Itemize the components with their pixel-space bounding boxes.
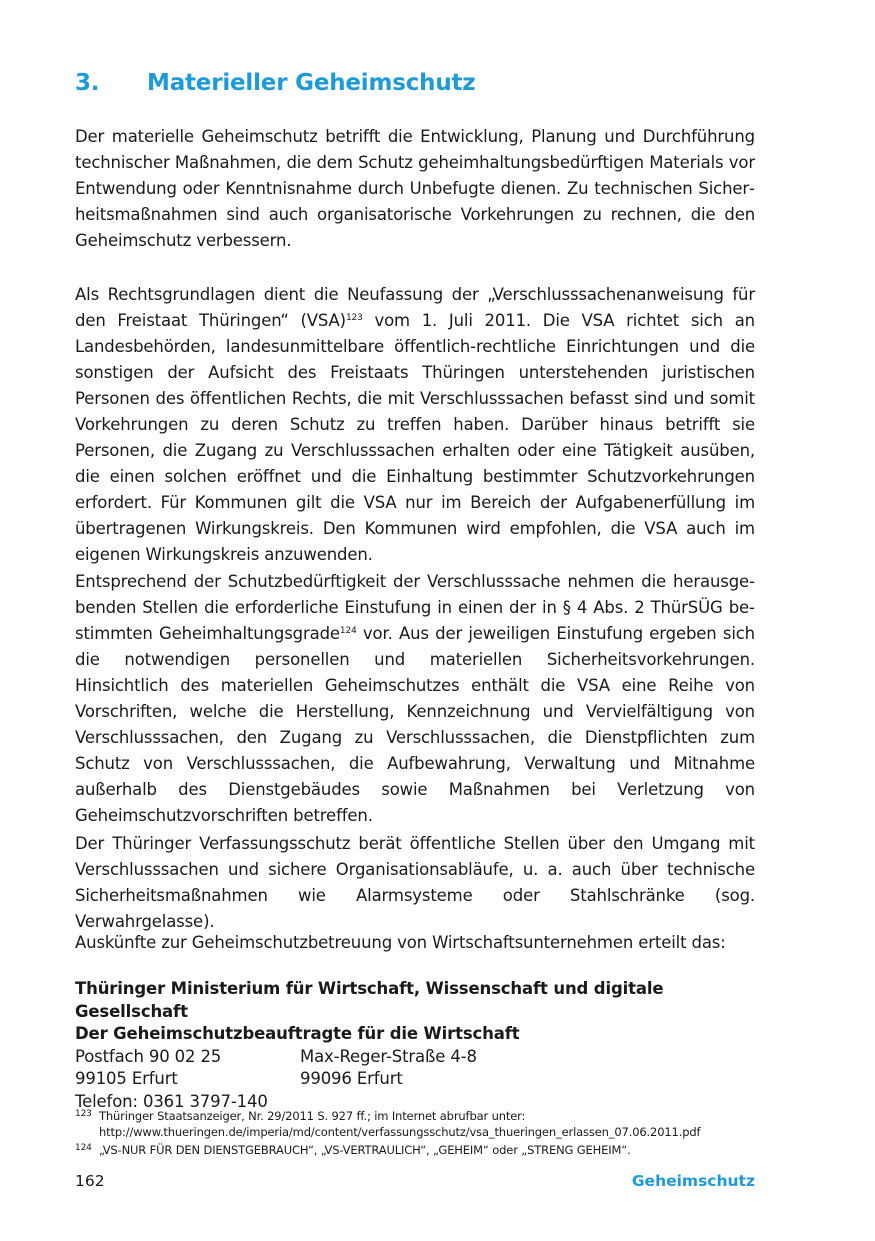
footnote-text: „VS-NUR FÜR DEN DIENSTGEBRAUCH“, „VS-VERTRAULICH“, „GEHEIM“ oder „STRENG GEHEIM“.	[99, 1143, 631, 1157]
paragraph-legal-basis-part2: vom 1. Juli 2011. Die VSA richtet sich an Landesbehörden, landesunmittelbare öffentlich-rechtliche Einrichtungen und die sonstigen der Aufsicht des Freistaats Thüringen unterstehenden juristischen Personen des öffentlichen Rechts, die mit Verschlusssachen befasst sind und somit Vorkehrungen zu deren Schutz zu treffen haben. Darüber hinaus betrifft sie Personen, die Zugang zu Verschlusssachen erhalten oder eine Tätigkeit ausüben, die einen solchen eröffnet und die Einhaltung bestimmter Schutzvorkehrungen erfordert. Für Kommunen gilt die VSA nur im Bereich der Aufgabenerfüllung im übertragenen Wirkungskreis. Den Kommunen wird empfohlen, die VSA auch im eigenen Wirkungskreis anzuwenden.	[75, 311, 755, 564]
footnotes	[75, 1108, 755, 1160]
section-heading	[75, 70, 755, 102]
footnote	[75, 1142, 755, 1158]
footnote-number: 124	[75, 1143, 92, 1153]
department-name: Der Geheimschutzbeauftragte für die Wirtschaft	[75, 1024, 520, 1043]
footnote	[75, 1108, 755, 1140]
footnote-number: 123	[75, 1109, 92, 1119]
page-footer	[75, 1172, 755, 1194]
postbox-city: 99105 Erfurt	[75, 1069, 178, 1088]
paragraph-classification	[75, 569, 755, 829]
paragraph-advisory: Der Thüringer Verfassungsschutz berät öffentliche Stellen über den Umgang mit Verschlusssachen und sichere Organisationsabläufe, u. a. auch über technische Sicherheitsmaßnahmen wie Alarmsysteme oder Stahlschränke (sog. Verwahrgelasse).	[75, 834, 755, 931]
address-row-2	[75, 1068, 755, 1091]
footnote-ref-124: 124	[339, 626, 357, 636]
paragraph-classification-part1: Entsprechend der Schutzbedürftigkeit der Verschlusssache nehmen die herausgebenden Stellen die erforderliche Einstufung in einen der in § 4 Abs. 2 ThürSÜG bestimmten Geheimhaltungsgrade	[75, 572, 755, 643]
street-city: 99096 Erfurt	[300, 1069, 403, 1088]
footnote-ref-123: 123	[345, 313, 363, 323]
section-number: 3.	[75, 70, 100, 96]
postbox: Postfach 90 02 25	[75, 1046, 222, 1066]
address-row-1	[75, 1046, 755, 1069]
paragraph-legal-basis-part1: Als Rechtsgrundlagen dient die Neufassung der „Verschlusssachenanweisung für den Freistaat Thüringen“ (VSA)	[75, 285, 755, 330]
paragraph-legal-basis	[75, 282, 755, 568]
contact-address-block	[75, 978, 755, 1113]
section-title: Materieller Geheimschutz	[147, 70, 476, 96]
page-number: 162	[75, 1172, 105, 1190]
running-section-title: Geheimschutz	[631, 1172, 755, 1190]
phone-number: Telefon: 0361 3797-140	[75, 1091, 268, 1111]
footnote-text: Thüringer Staatsanzeiger, Nr. 29/2011 S. 927 ff.; im Internet abrufbar unter: http://www.thueringen.de/imperia/md/content/verfassungsschutz/vsa_thueringen_erlassen_07.06.2011.pdf	[99, 1109, 701, 1139]
street-address: Max-Reger-Straße 4-8	[300, 1046, 477, 1066]
paragraph-intro: Der materielle Geheimschutz betrifft die Entwicklung, Planung und Durchführung technischer Maßnahmen, die dem Schutz geheimhaltungsbedürftigen Materials vor Entwendung oder Kenntnisnahme durch Unbefugte dienen. Zu technischen Sicherheitsmaßnahmen sind auch organisatorische Vorkehrungen zu rechnen, die den Geheimschutz verbessern.	[75, 127, 755, 250]
paragraph-contact-intro: Auskünfte zur Geheimschutzbetreuung von Wirtschaftsunternehmen erteilt das:	[75, 933, 726, 952]
paragraph-classification-part2: vor. Aus der jeweiligen Einstufung ergeben sich die notwendigen personellen und materiellen Sicherheitsvorkehrungen. Hinsichtlich des materiellen Geheimschutzes enthält die VSA eine Reihe von Vorschriften, welche die Herstellung, Kennzeichnung und Vervielfältigung von Verschlusssachen, den Zugang zu Verschlusssachen, die Dienstpflichten zum Schutz von Verschlusssachen, die Aufbewahrung, Verwaltung und Mitnahme außerhalb des Dienstgebäudes sowie Maßnahmen bei Verletzung von Geheimschutzvorschriften betreffen.	[75, 624, 755, 825]
ministry-name: Thüringer Ministerium für Wirtschaft, Wissenschaft und digitale Gesellschaft	[75, 979, 664, 1021]
